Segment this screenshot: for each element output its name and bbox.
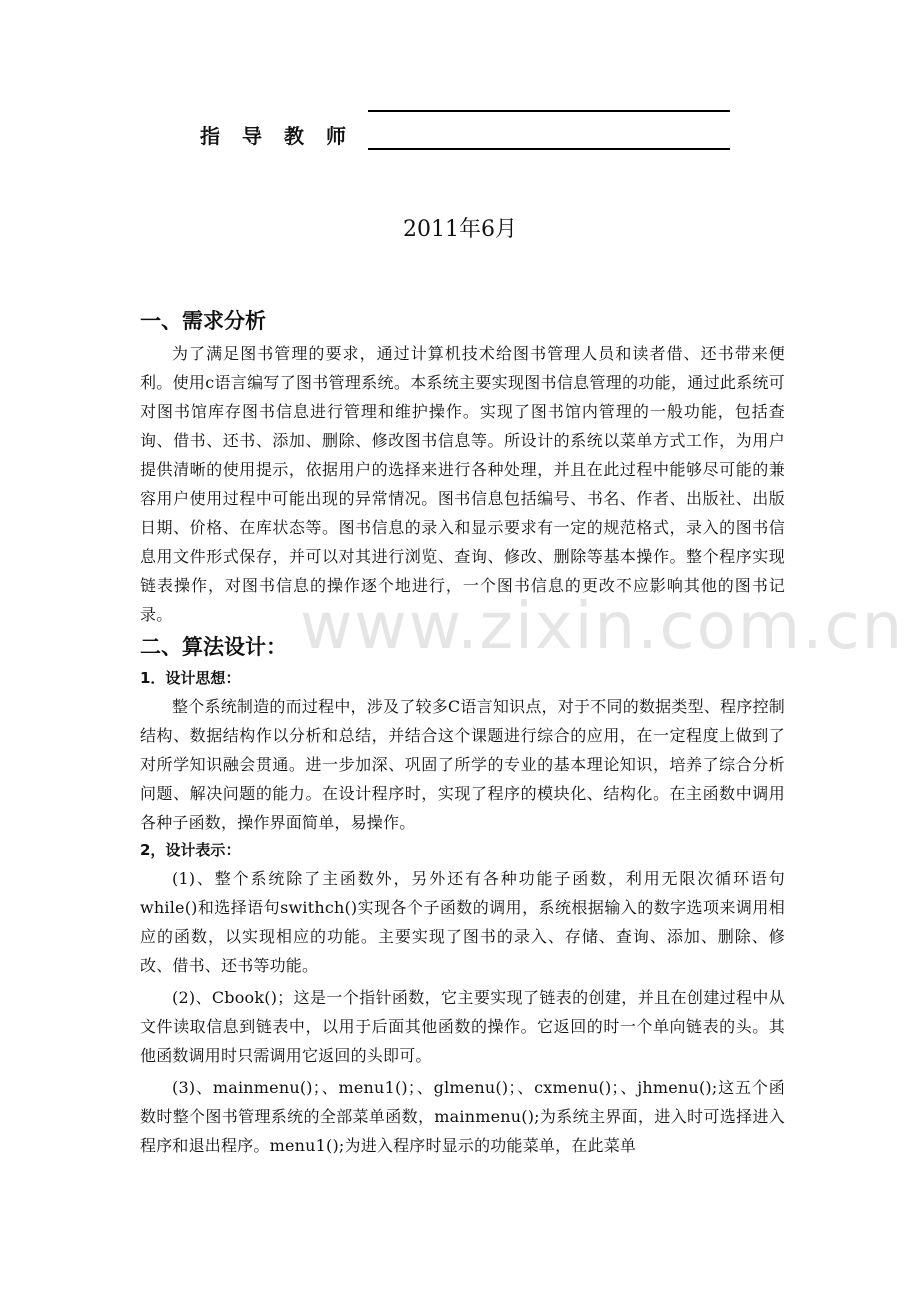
watermark: www.zixin.com.cn	[300, 590, 905, 664]
document-date: 2011年6月	[403, 217, 517, 242]
paragraph: (1)、整个系统除了主函数外，另外还有各种功能子函数，利用无限次循环语句while()和选择语句swithch()实现各个子函数的调用，系统根据输入的数字选项来调用相应的函数，以实现相应的功能。主要实现了图书的录入、存储、查询、添加、删除、修改、借书、还书等功能。	[140, 869, 785, 975]
document-body	[140, 303, 785, 1160]
advisor-label: 指导教师	[200, 124, 368, 148]
paragraph: (2)、Cbook()；这是一个指针函数，它主要实现了链表的创建，并且在创建过程中从文件读取信息到链表中，以用于后面其他函数的操作。它返回的时一个单向链表的头。其他函数调用时只需调用它返回的头即可。	[140, 988, 785, 1065]
subheading-design-representation: 2，设计表示：	[140, 841, 241, 859]
advisor-signature-line	[200, 118, 740, 158]
paragraph: 整个系统制造的而过程中，涉及了较多C语言知识点，对于不同的数据类型、程序控制结构、数据结构作以分析和总结，并结合这个课题进行综合的应用，在一定程度上做到了对所学知识融会贯通。进一步加深、巩固了所学的专业的基本理论知识，培养了综合分析问题、解决问题的能力。在设计程序时，实现了程序的模块化、结构化。在主函数中调用各种子函数，操作界面简单，易操作。	[140, 697, 785, 832]
paragraph: (3)、mainmenu()；、menu1()；、glmenu()；、cxmenu()；、jhmenu();这五个函数时整个图书管理系统的全部菜单函数，mainmenu();为系统主界面，进入时可选择进入程序和退出程序。menu1();为进入程序时显示的功能菜单，在此菜单	[140, 1078, 785, 1155]
section-heading-requirements: 一、需求分析	[140, 309, 266, 333]
section-heading-algorithm: 二、算法设计：	[140, 635, 287, 659]
signature-underline-top	[368, 110, 730, 112]
signature-underline-bottom	[368, 148, 730, 150]
subheading-design-idea: 1．设计思想：	[140, 669, 241, 687]
paragraph: 为了满足图书管理的要求，通过计算机技术给图书管理人员和读者借、还书带来便利。使用c语言编写了图书管理系统。本系统主要实现图书信息管理的功能，通过此系统可对图书馆库存图书信息进行管理和维护操作。实现了图书馆内管理的一般功能，包括查询、借书、还书、添加、删除、修改图书信息等。所设计的系统以菜单方式工作，为用户提供清晰的使用提示，依据用户的选择来进行各种处理，并且在此过程中能够尽可能的兼容用户使用过程中可能出现的异常情况。图书信息包括编号、书名、作者、出版社、出版日期、价格、在库状态等。图书信息的录入和显示要求有一定的规范格式，录入的图书信息用文件形式保存，并可以对其进行浏览、查询、修改、删除等基本操作。整个程序实现链表操作，对图书信息的操作逐个地进行，一个图书信息的更改不应影响其他的图书记录。	[140, 344, 785, 624]
